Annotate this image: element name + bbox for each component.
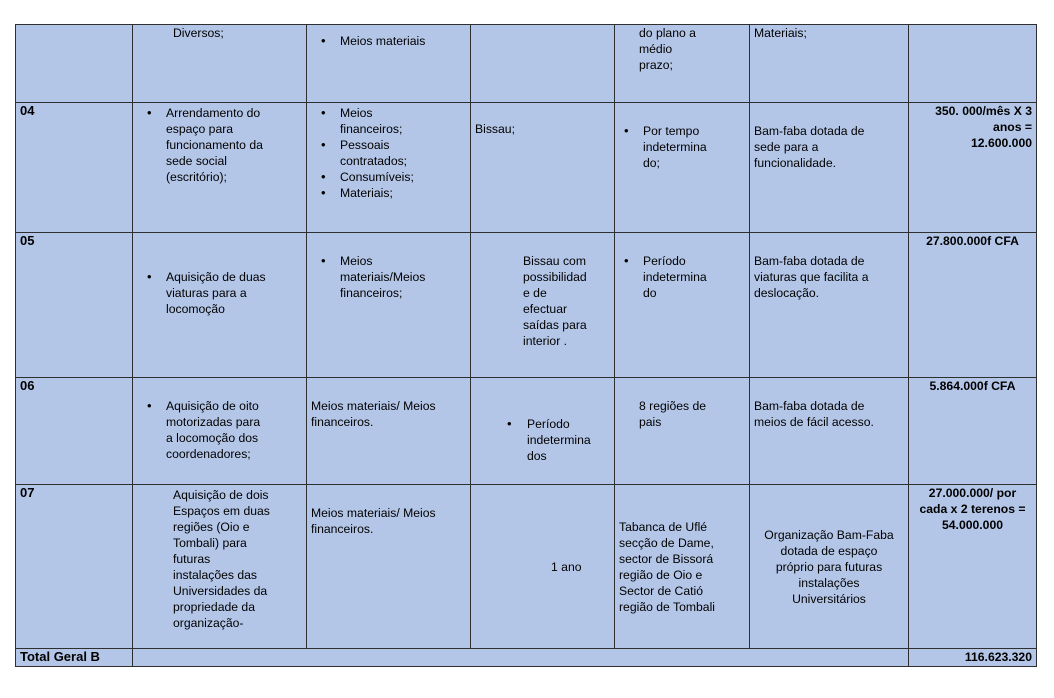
cell-line: Aquisição de oito [166,399,259,413]
cell-line: possibilidad [523,270,587,284]
result-cell [750,25,909,103]
row-number: 07 [16,485,133,649]
cell-line: Organização Bam-Faba [764,527,894,542]
cell-line: deslocação. [754,286,820,300]
bullet-icon: • [147,269,152,284]
bullet-icon: • [624,253,629,268]
row-number [16,25,133,103]
cell-line: Bam-faba dotada de [754,399,865,413]
cell-line: cada x 2 terenos = [919,502,1026,516]
cell-line: prazo; [639,58,673,72]
cell-line: (escritório); [166,170,227,184]
bullet-icon: • [147,105,152,120]
total-row [16,649,1037,667]
cell-line: Pessoais [340,138,390,152]
cell-line: indetermina [643,140,707,154]
cell-line: locomoção [166,302,225,316]
cell-line: Tombali) para [173,536,247,550]
cell-line: funcionamento da [166,138,263,152]
cell-line: região de Oio e [619,567,703,582]
cost-cell [909,378,1037,485]
bullet-icon: • [507,416,512,431]
total-label: Total Geral B [16,649,133,667]
cell-line: Por tempo [643,124,700,138]
cell-line: 8 regiões de [639,399,707,413]
cell-line: efectuar [523,302,568,316]
cell-line: Meios materiais [340,34,426,48]
cell-line: indetermina [643,270,707,284]
cell-line: Espaços em duas [173,504,270,518]
cell-line: futuras [173,552,211,566]
means-cell [307,378,471,485]
cell-line: Meios materiais/ Meios [311,506,436,520]
cell-line: materiais/Meios [340,270,426,284]
cost-cell [909,485,1037,649]
result-cell [750,233,909,378]
activity-cell [133,25,307,103]
cell-line: Meios [340,106,373,120]
cell-line: Bam-faba dotada de [754,124,865,138]
period-cell [615,485,750,649]
cell-line: funcionalidade. [754,156,836,170]
cell-line: organização- [173,616,244,630]
cell-line: Arrendamento do [166,106,261,120]
cell-line: sector de Bissorá [619,551,714,566]
cell-line: financeiros; [340,286,403,300]
cell-line: secção de Dame, [619,535,714,550]
bullet-icon: • [147,398,152,413]
cell-line: 27.000.000/ por [928,486,1017,500]
cell-line: do plano a [639,26,696,40]
cell-line: coordenadores; [166,447,251,461]
cell-line: indetermina [527,433,591,447]
bullet-icon: • [321,169,326,184]
cell-line: espaço para [166,122,234,136]
location-cell [471,485,615,649]
cell-line: 12.600.000 [971,136,1032,150]
cell-line: meios de fácil acesso. [754,415,874,429]
cell-line: Consumíveis; [340,170,414,184]
cell-line: sede para a [754,140,819,154]
table-row [16,25,1037,103]
period-cell [615,233,750,378]
location-cell [471,378,615,485]
period-cell [615,25,750,103]
budget-table [15,24,1037,667]
location-cell [471,103,615,233]
cell-line: regiões (Oio e [173,520,250,534]
cell-line: financeiros. [311,415,374,429]
cell-line: Bam-faba dotada de [754,254,865,268]
activity-cell [133,378,307,485]
bullet-icon: • [321,105,326,120]
cell-line: pais [639,415,662,429]
bullet-icon: • [321,185,326,200]
means-cell [307,485,471,649]
cell-line: dotada de espaço [780,543,878,558]
cell-line: motorizadas para [166,415,261,429]
cell-line: interior . [523,334,568,348]
cell-line: Diversos; [173,26,224,40]
cell-line: saídas para [523,318,587,332]
row-number: 06 [16,378,133,485]
cell-line: 350. 000/mês X 3 [935,104,1032,118]
cell-line: Materiais; [340,186,393,200]
cell-line: instalações [798,575,860,590]
cell-line: 27.800.000f CFA [926,234,1019,248]
cell-line: contratados; [340,154,408,168]
cell-line: médio [639,42,673,56]
cell-line: Sector de Catió [619,583,704,598]
cost-cell [909,25,1037,103]
result-cell [750,378,909,485]
cost-cell [909,233,1037,378]
total-value: 116.623.320 [909,649,1037,667]
means-cell [307,233,471,378]
cell-line: 1 ano [551,559,582,574]
table-row [16,233,1037,378]
cell-line: Universidades da [173,584,268,598]
cell-line: Aquisição de dois [173,488,269,502]
cell-line: propriedade da [173,600,255,614]
cell-line: Período [527,417,570,431]
cell-line: e de [523,286,547,300]
period-cell [615,378,750,485]
cell-line: Meios materiais/ Meios [311,399,436,413]
cell-line: Universitários [792,591,866,606]
cell-line: região de Tombali [619,599,715,614]
bullet-icon: • [321,33,326,48]
table-row [16,378,1037,485]
cell-line: viaturas para a [166,286,247,300]
activity-cell [133,485,307,649]
result-cell [750,103,909,233]
cell-line: 5.864.000f CFA [929,379,1016,393]
cell-line: instalações das [173,568,258,582]
activity-cell [133,233,307,378]
cell-line: dos [527,449,547,463]
cell-line: a locomoção dos [166,431,259,445]
cell-line: Aquisição de duas [166,270,266,284]
cell-line: Bissau com [523,254,586,268]
means-cell [307,25,471,103]
cell-line: viaturas que facilita a [754,270,869,284]
bullet-icon: • [321,253,326,268]
cell-line: próprio para futuras [775,559,883,574]
cell-line: Bissau; [475,122,515,136]
cell-line: do; [643,156,660,170]
location-cell [471,25,615,103]
period-cell [615,103,750,233]
cost-cell [909,103,1037,233]
cell-line: Período [643,254,686,268]
means-cell [307,103,471,233]
cell-line: financeiros. [311,522,374,536]
cell-line: anos = [993,120,1032,134]
cell-line: Materiais; [754,26,807,40]
row-number: 05 [16,233,133,378]
result-cell [750,485,909,649]
cell-line: do [643,286,657,300]
bullet-icon: • [624,123,629,138]
cell-line: sede social [166,154,227,168]
cell-line: 54.000.000 [942,518,1003,532]
table-row [16,485,1037,649]
cell-line: financeiros; [340,122,403,136]
activity-cell [133,103,307,233]
bullet-icon: • [321,137,326,152]
table-row [16,103,1037,233]
cell-line: Meios [340,254,373,268]
location-cell [471,233,615,378]
total-spacer [133,649,909,667]
row-number: 04 [16,103,133,233]
cell-line: Tabanca de Uflé [619,519,708,534]
